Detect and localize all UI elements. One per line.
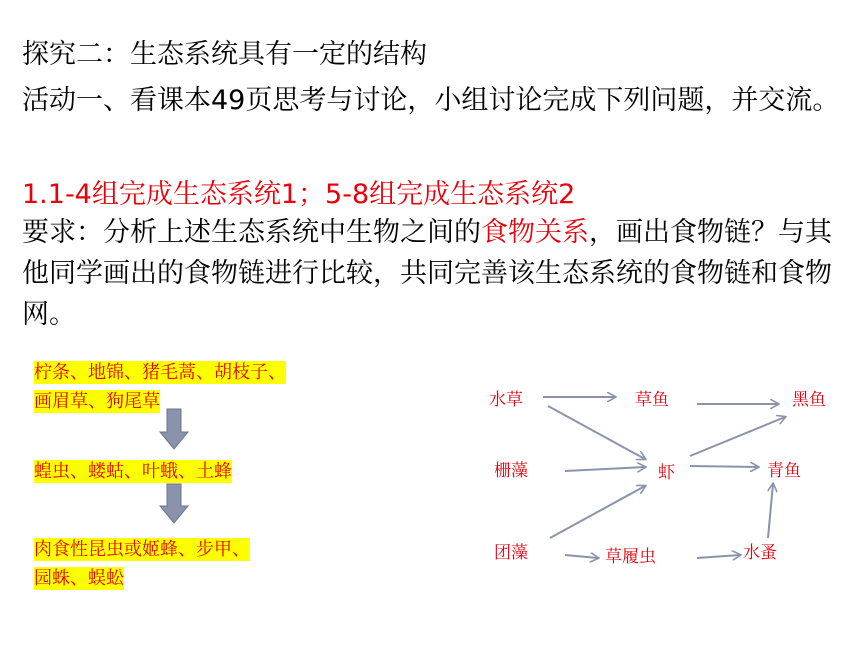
activity-text: 活动一、看课本49页思考与讨论，小组讨论完成下列问题，并交流。	[22, 85, 840, 116]
requirement-highlight: 食物关系	[481, 217, 589, 248]
label-xia: 虾	[658, 463, 675, 483]
task-text: 1.1-4组完成生态系统1；5-8组完成生态系统2	[22, 179, 576, 210]
label-caolvchong: 草履虫	[605, 547, 656, 567]
requirement-suffix: ，画出食物链？与其他同学画出的食物链进行比较，共同完善该生态系统的食物链和食物网。	[22, 217, 832, 330]
arrow-xia-heiyu	[690, 417, 785, 456]
producers-line1: 柠条、地锦、猪毛蒿、胡枝子、	[34, 362, 286, 383]
arrow-shuiyin-qingyu	[768, 484, 773, 538]
predators-line2: 园蛛、蜈蚣	[34, 568, 124, 589]
predators-line1: 肉食性昆虫或姬蜂、步甲、	[34, 539, 250, 560]
section-heading: 探究二：生态系统具有一定的结构	[22, 39, 427, 70]
arrow-shuicao-xia	[548, 406, 645, 459]
label-shuiyin: 水蚤	[743, 543, 777, 563]
arrow-caolvchong-shuiyin	[697, 555, 740, 558]
label-qingyu: 青鱼	[767, 461, 801, 481]
label-tuanzao: 团藻	[494, 543, 528, 563]
requirement-prefix: 要求：分析上述生态系统中生物之间的	[22, 217, 481, 248]
label-shanzao: 栅藻	[494, 461, 528, 481]
arrow-xia-qingyu	[690, 466, 758, 467]
arrow-tuanzao-xia	[550, 486, 645, 538]
arrow-shanzao-xia	[565, 467, 645, 471]
arrow-tuanzao-caolvchong	[565, 555, 598, 558]
label-caoyu: 草鱼	[635, 390, 669, 410]
producers-line2: 画眉草、狗尾草	[34, 391, 160, 412]
label-shuicao: 水草	[489, 390, 523, 410]
herbivores-text: 蝗虫、蝼蛄、叶蛾、土蜂	[34, 461, 232, 482]
label-heiyu: 黑鱼	[792, 390, 826, 410]
